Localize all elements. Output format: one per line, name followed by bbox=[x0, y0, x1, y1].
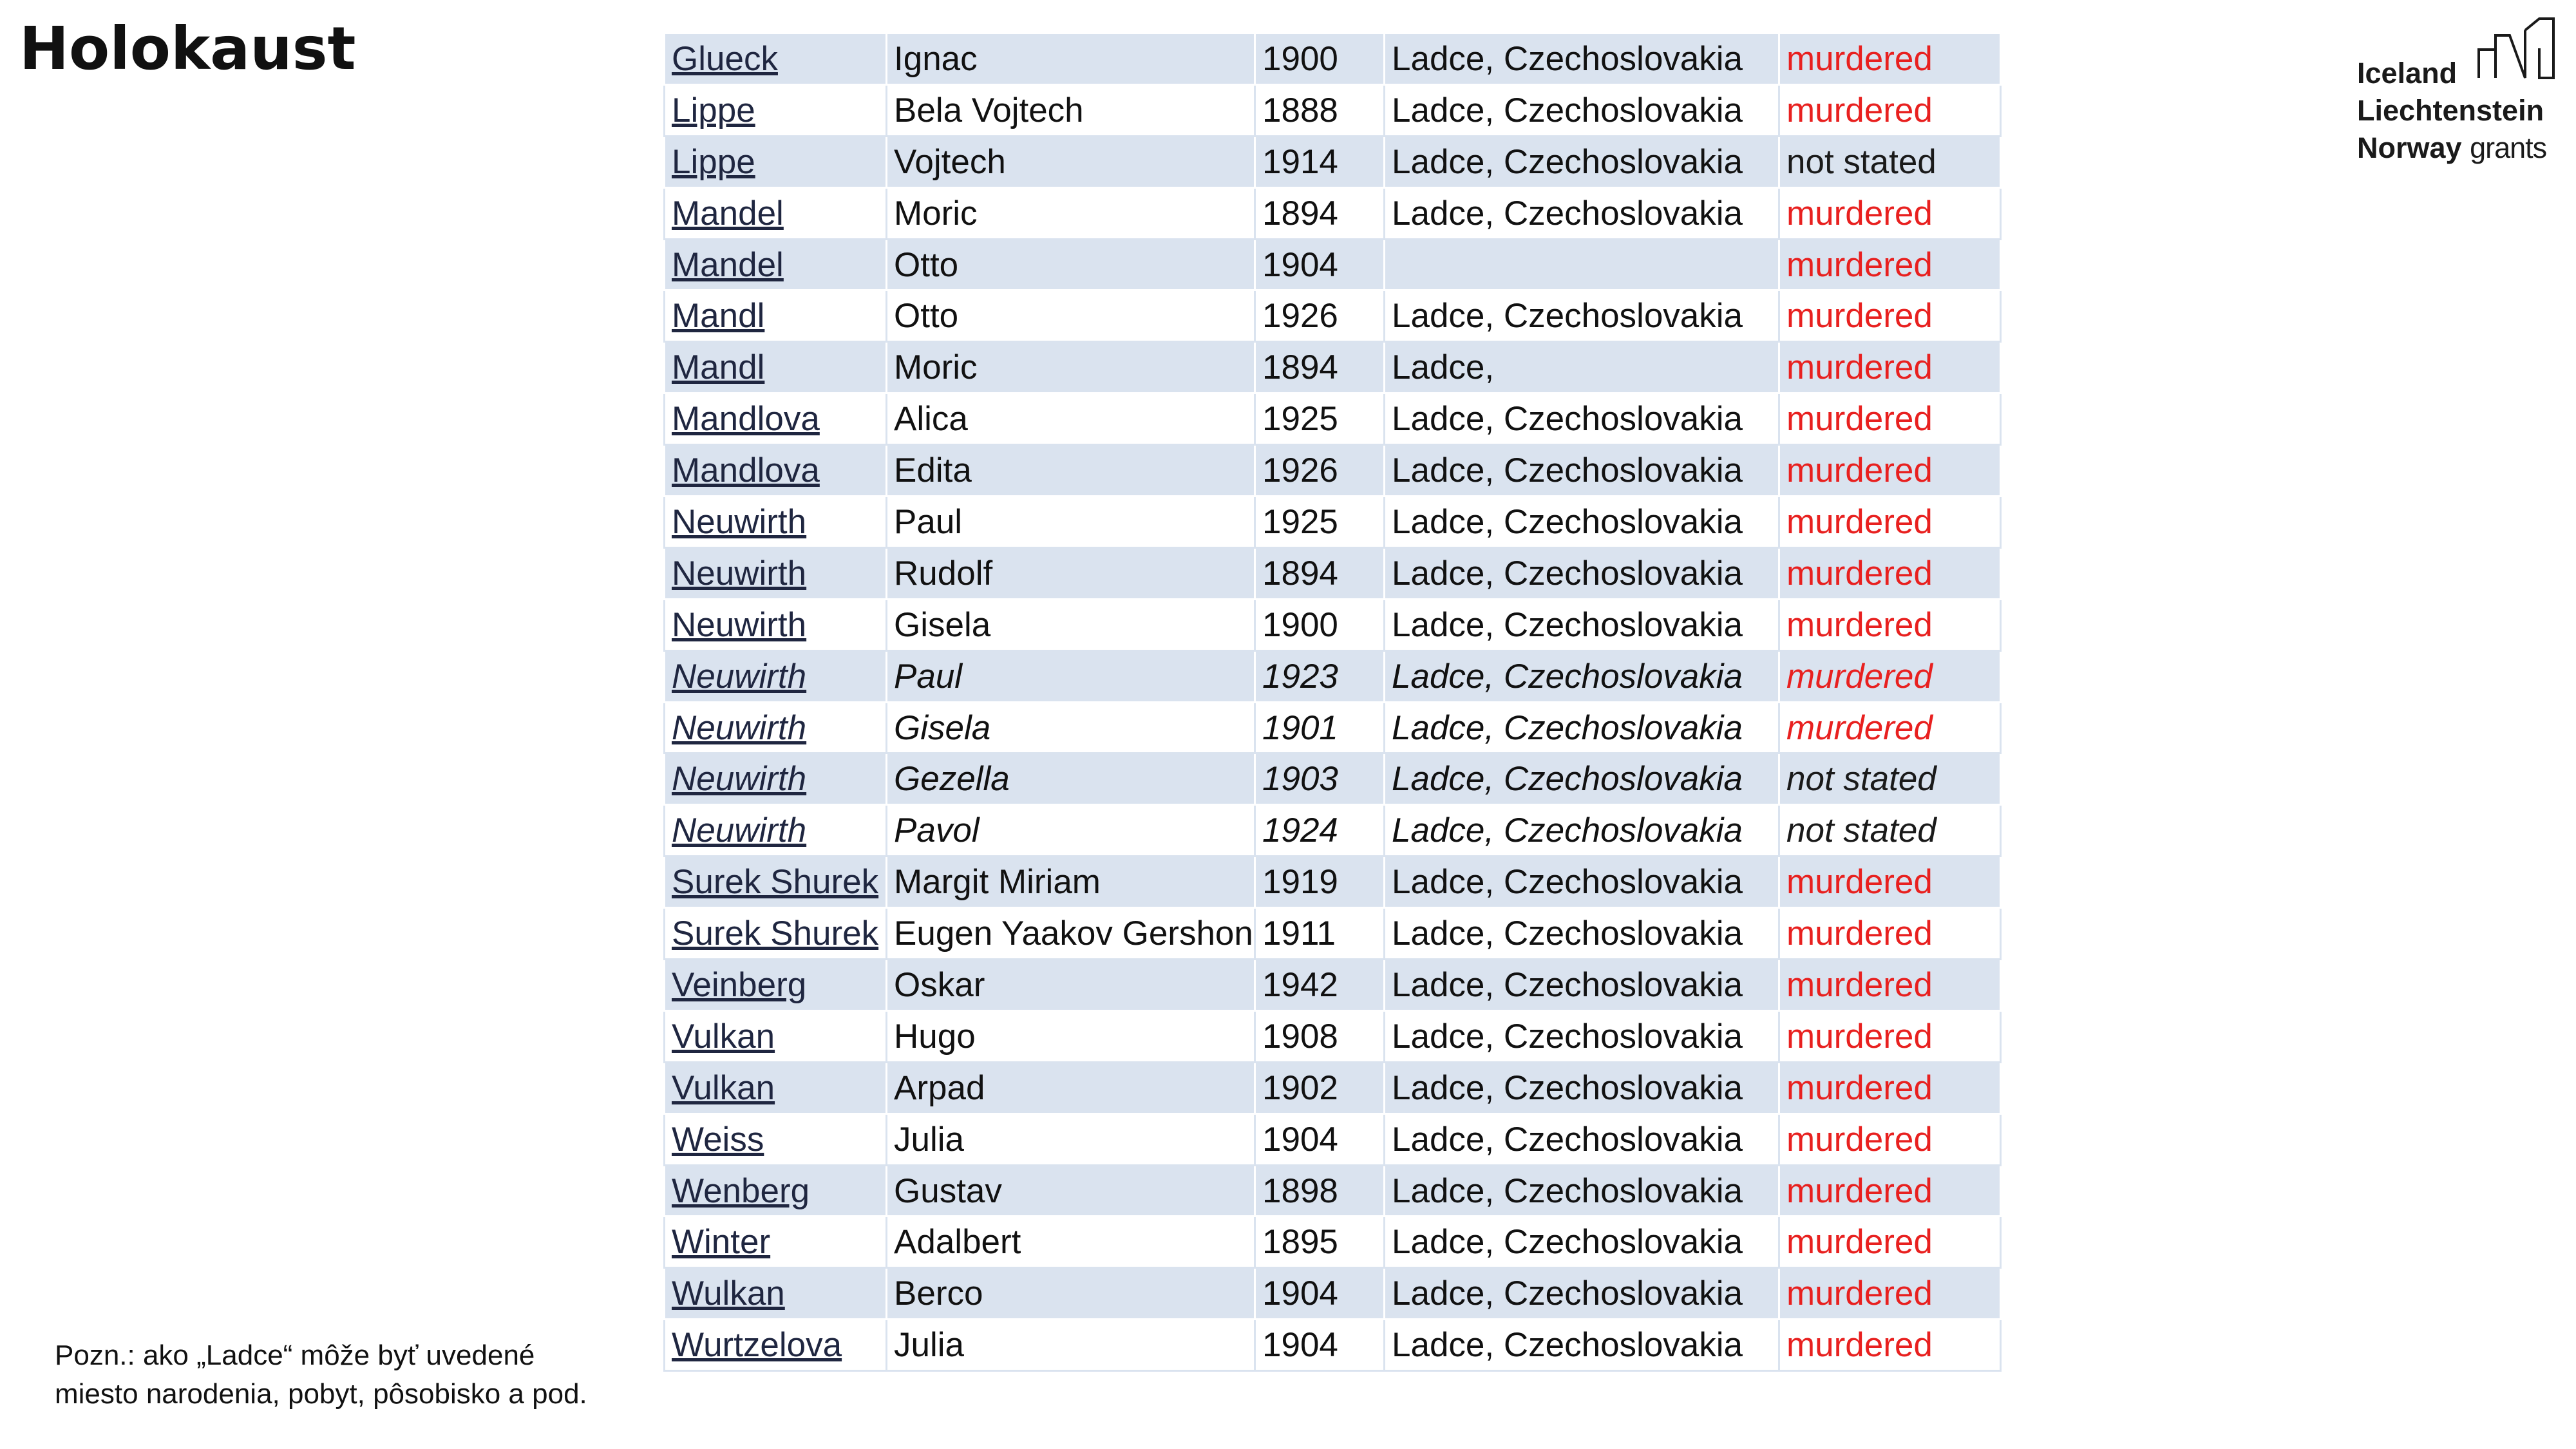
footnote-line-1: Pozn.: ako „Ladce“ môže byť uvedené bbox=[55, 1340, 535, 1371]
place-cell: Ladce, Czechoslovakia bbox=[1385, 84, 1779, 136]
place-cell: Ladce, Czechoslovakia bbox=[1385, 290, 1779, 342]
status-cell: murdered bbox=[1779, 1268, 2001, 1320]
given-name-cell: Arpad bbox=[887, 1062, 1255, 1113]
given-name-cell: Ignac bbox=[887, 33, 1255, 85]
place-cell: Ladce, bbox=[1385, 342, 1779, 393]
logo-text bbox=[2357, 55, 2546, 167]
place-cell: Ladce, Czechoslovakia bbox=[1385, 1217, 1779, 1268]
birth-year-cell: 1894 bbox=[1255, 187, 1385, 239]
surname-cell[interactable]: Neuwirth bbox=[665, 702, 887, 753]
birth-year-cell: 1901 bbox=[1255, 702, 1385, 753]
status-cell: murdered bbox=[1779, 33, 2001, 85]
status-cell: not stated bbox=[1779, 136, 2001, 187]
table-row bbox=[665, 960, 2001, 1011]
victims-table bbox=[663, 32, 2002, 1372]
table-row bbox=[665, 84, 2001, 136]
logo-norway: Norway bbox=[2357, 131, 2462, 164]
birth-year-cell: 1894 bbox=[1255, 547, 1385, 599]
given-name-cell: Paul bbox=[887, 497, 1255, 548]
table-row bbox=[665, 342, 2001, 393]
surname-cell[interactable]: Weiss bbox=[665, 1113, 887, 1165]
birth-year-cell: 1904 bbox=[1255, 1113, 1385, 1165]
place-cell: Ladce, Czechoslovakia bbox=[1385, 1268, 1779, 1320]
surname-cell[interactable]: Neuwirth bbox=[665, 599, 887, 650]
given-name-cell: Moric bbox=[887, 187, 1255, 239]
surname-cell[interactable]: Veinberg bbox=[665, 960, 887, 1011]
given-name-cell: Gustav bbox=[887, 1165, 1255, 1217]
logo-line-iceland: Iceland bbox=[2357, 57, 2458, 90]
birth-year-cell: 1904 bbox=[1255, 1320, 1385, 1371]
given-name-cell: Adalbert bbox=[887, 1217, 1255, 1268]
status-cell: murdered bbox=[1779, 84, 2001, 136]
given-name-cell: Paul bbox=[887, 650, 1255, 702]
birth-year-cell: 1925 bbox=[1255, 497, 1385, 548]
surname-cell[interactable]: Neuwirth bbox=[665, 753, 887, 805]
place-cell: Ladce, Czechoslovakia bbox=[1385, 1062, 1779, 1113]
surname-cell[interactable]: Neuwirth bbox=[665, 497, 887, 548]
status-cell: murdered bbox=[1779, 1165, 2001, 1217]
page-title: Holokaust bbox=[19, 14, 356, 83]
status-cell: murdered bbox=[1779, 1062, 2001, 1113]
table-row bbox=[665, 908, 2001, 960]
table-row bbox=[665, 445, 2001, 497]
footnote bbox=[55, 1336, 587, 1414]
surname-cell[interactable]: Neuwirth bbox=[665, 547, 887, 599]
given-name-cell: Eugen Yaakov Gershon bbox=[887, 908, 1255, 960]
table-row bbox=[665, 239, 2001, 290]
place-cell: Ladce, Czechoslovakia bbox=[1385, 33, 1779, 85]
table-row bbox=[665, 136, 2001, 187]
given-name-cell: Edita bbox=[887, 445, 1255, 497]
status-cell: murdered bbox=[1779, 547, 2001, 599]
table-row bbox=[665, 1165, 2001, 1217]
given-name-cell: Berco bbox=[887, 1268, 1255, 1320]
place-cell: Ladce, Czechoslovakia bbox=[1385, 753, 1779, 805]
status-cell: murdered bbox=[1779, 702, 2001, 753]
surname-cell[interactable]: Mandl bbox=[665, 342, 887, 393]
birth-year-cell: 1903 bbox=[1255, 753, 1385, 805]
table-row bbox=[665, 650, 2001, 702]
status-cell: murdered bbox=[1779, 1320, 2001, 1371]
birth-year-cell: 1904 bbox=[1255, 1268, 1385, 1320]
given-name-cell: Alica bbox=[887, 393, 1255, 445]
table-body bbox=[665, 33, 2001, 1371]
surname-cell[interactable]: Vulkan bbox=[665, 1010, 887, 1062]
given-name-cell: Rudolf bbox=[887, 547, 1255, 599]
birth-year-cell: 1926 bbox=[1255, 445, 1385, 497]
birth-year-cell: 1900 bbox=[1255, 599, 1385, 650]
place-cell: Ladce, Czechoslovakia bbox=[1385, 136, 1779, 187]
table-row bbox=[665, 805, 2001, 857]
table-row bbox=[665, 393, 2001, 445]
given-name-cell: Otto bbox=[887, 239, 1255, 290]
birth-year-cell: 1923 bbox=[1255, 650, 1385, 702]
table-row bbox=[665, 1113, 2001, 1165]
surname-cell[interactable]: Lippe bbox=[665, 136, 887, 187]
surname-cell[interactable]: Mandlova bbox=[665, 393, 887, 445]
table-row bbox=[665, 290, 2001, 342]
birth-year-cell: 1888 bbox=[1255, 84, 1385, 136]
status-cell: murdered bbox=[1779, 908, 2001, 960]
birth-year-cell: 1924 bbox=[1255, 805, 1385, 857]
place-cell: Ladce, Czechoslovakia bbox=[1385, 702, 1779, 753]
birth-year-cell: 1908 bbox=[1255, 1010, 1385, 1062]
birth-year-cell: 1904 bbox=[1255, 239, 1385, 290]
surname-cell[interactable]: Mandel bbox=[665, 239, 887, 290]
place-cell: Ladce, Czechoslovakia bbox=[1385, 1320, 1779, 1371]
place-cell: Ladce, Czechoslovakia bbox=[1385, 1010, 1779, 1062]
table-row bbox=[665, 1320, 2001, 1371]
status-cell: not stated bbox=[1779, 753, 2001, 805]
place-cell: Ladce, Czechoslovakia bbox=[1385, 1165, 1779, 1217]
surname-cell[interactable]: Surek Shurek bbox=[665, 857, 887, 908]
logo-grants: grants bbox=[2470, 131, 2547, 164]
given-name-cell: Otto bbox=[887, 290, 1255, 342]
status-cell: not stated bbox=[1779, 805, 2001, 857]
surname-cell[interactable]: Lippe bbox=[665, 84, 887, 136]
place-cell: Ladce, Czechoslovakia bbox=[1385, 445, 1779, 497]
birth-year-cell: 1898 bbox=[1255, 1165, 1385, 1217]
table-row bbox=[665, 187, 2001, 239]
surname-cell[interactable]: Glueck bbox=[665, 33, 887, 85]
status-cell: murdered bbox=[1779, 342, 2001, 393]
given-name-cell: Margit Miriam bbox=[887, 857, 1255, 908]
surname-cell[interactable]: Mandlova bbox=[665, 445, 887, 497]
place-cell: Ladce, Czechoslovakia bbox=[1385, 1113, 1779, 1165]
status-cell: murdered bbox=[1779, 650, 2001, 702]
place-cell: Ladce, Czechoslovakia bbox=[1385, 960, 1779, 1011]
birth-year-cell: 1925 bbox=[1255, 393, 1385, 445]
status-cell: murdered bbox=[1779, 497, 2001, 548]
place-cell: Ladce, Czechoslovakia bbox=[1385, 547, 1779, 599]
table-row bbox=[665, 753, 2001, 805]
logo-line-norway bbox=[2357, 129, 2546, 167]
surname-cell[interactable]: Mandel bbox=[665, 187, 887, 239]
place-cell: Ladce, Czechoslovakia bbox=[1385, 599, 1779, 650]
logo-line-liechtenstein: Liechtenstein bbox=[2357, 94, 2544, 127]
status-cell: murdered bbox=[1779, 1113, 2001, 1165]
surname-cell[interactable]: Surek Shurek bbox=[665, 908, 887, 960]
given-name-cell: Julia bbox=[887, 1113, 1255, 1165]
given-name-cell: Vojtech bbox=[887, 136, 1255, 187]
table-row bbox=[665, 702, 2001, 753]
place-cell bbox=[1385, 239, 1779, 290]
status-cell: murdered bbox=[1779, 857, 2001, 908]
place-cell: Ladce, Czechoslovakia bbox=[1385, 187, 1779, 239]
table-row bbox=[665, 1010, 2001, 1062]
surname-cell[interactable]: Vulkan bbox=[665, 1062, 887, 1113]
place-cell: Ladce, Czechoslovakia bbox=[1385, 393, 1779, 445]
given-name-cell: Gezella bbox=[887, 753, 1255, 805]
given-name-cell: Julia bbox=[887, 1320, 1255, 1371]
birth-year-cell: 1926 bbox=[1255, 290, 1385, 342]
given-name-cell: Gisela bbox=[887, 599, 1255, 650]
given-name-cell: Oskar bbox=[887, 960, 1255, 1011]
given-name-cell: Moric bbox=[887, 342, 1255, 393]
status-cell: murdered bbox=[1779, 445, 2001, 497]
surname-cell[interactable]: Wurtzelova bbox=[665, 1320, 887, 1371]
place-cell: Ladce, Czechoslovakia bbox=[1385, 908, 1779, 960]
given-name-cell: Hugo bbox=[887, 1010, 1255, 1062]
surname-cell[interactable]: Winter bbox=[665, 1217, 887, 1268]
victims-table-container bbox=[663, 32, 2000, 1372]
surname-cell[interactable]: Wulkan bbox=[665, 1268, 887, 1320]
place-cell: Ladce, Czechoslovakia bbox=[1385, 857, 1779, 908]
place-cell: Ladce, Czechoslovakia bbox=[1385, 650, 1779, 702]
given-name-cell: Bela Vojtech bbox=[887, 84, 1255, 136]
status-cell: murdered bbox=[1779, 1010, 2001, 1062]
table-row bbox=[665, 1217, 2001, 1268]
birth-year-cell: 1902 bbox=[1255, 1062, 1385, 1113]
place-cell: Ladce, Czechoslovakia bbox=[1385, 497, 1779, 548]
place-cell: Ladce, Czechoslovakia bbox=[1385, 805, 1779, 857]
table-row bbox=[665, 1062, 2001, 1113]
table-row bbox=[665, 547, 2001, 599]
given-name-cell: Gisela bbox=[887, 702, 1255, 753]
birth-year-cell: 1914 bbox=[1255, 136, 1385, 187]
table-row bbox=[665, 497, 2001, 548]
birth-year-cell: 1894 bbox=[1255, 342, 1385, 393]
birth-year-cell: 1911 bbox=[1255, 908, 1385, 960]
status-cell: murdered bbox=[1779, 187, 2001, 239]
status-cell: murdered bbox=[1779, 290, 2001, 342]
table-row bbox=[665, 599, 2001, 650]
surname-cell[interactable]: Neuwirth bbox=[665, 650, 887, 702]
table-row bbox=[665, 857, 2001, 908]
status-cell: murdered bbox=[1779, 960, 2001, 1011]
surname-cell[interactable]: Wenberg bbox=[665, 1165, 887, 1217]
surname-cell[interactable]: Neuwirth bbox=[665, 805, 887, 857]
surname-cell[interactable]: Mandl bbox=[665, 290, 887, 342]
birth-year-cell: 1919 bbox=[1255, 857, 1385, 908]
birth-year-cell: 1942 bbox=[1255, 960, 1385, 1011]
status-cell: murdered bbox=[1779, 1217, 2001, 1268]
birth-year-cell: 1900 bbox=[1255, 33, 1385, 85]
birth-year-cell: 1895 bbox=[1255, 1217, 1385, 1268]
status-cell: murdered bbox=[1779, 599, 2001, 650]
given-name-cell: Pavol bbox=[887, 805, 1255, 857]
table-row bbox=[665, 33, 2001, 85]
status-cell: murdered bbox=[1779, 393, 2001, 445]
footnote-line-2: miesto narodenia, pobyt, pôsobisko a pod. bbox=[55, 1378, 587, 1410]
eea-grants-logo bbox=[2351, 16, 2563, 164]
table-row bbox=[665, 1268, 2001, 1320]
status-cell: murdered bbox=[1779, 239, 2001, 290]
